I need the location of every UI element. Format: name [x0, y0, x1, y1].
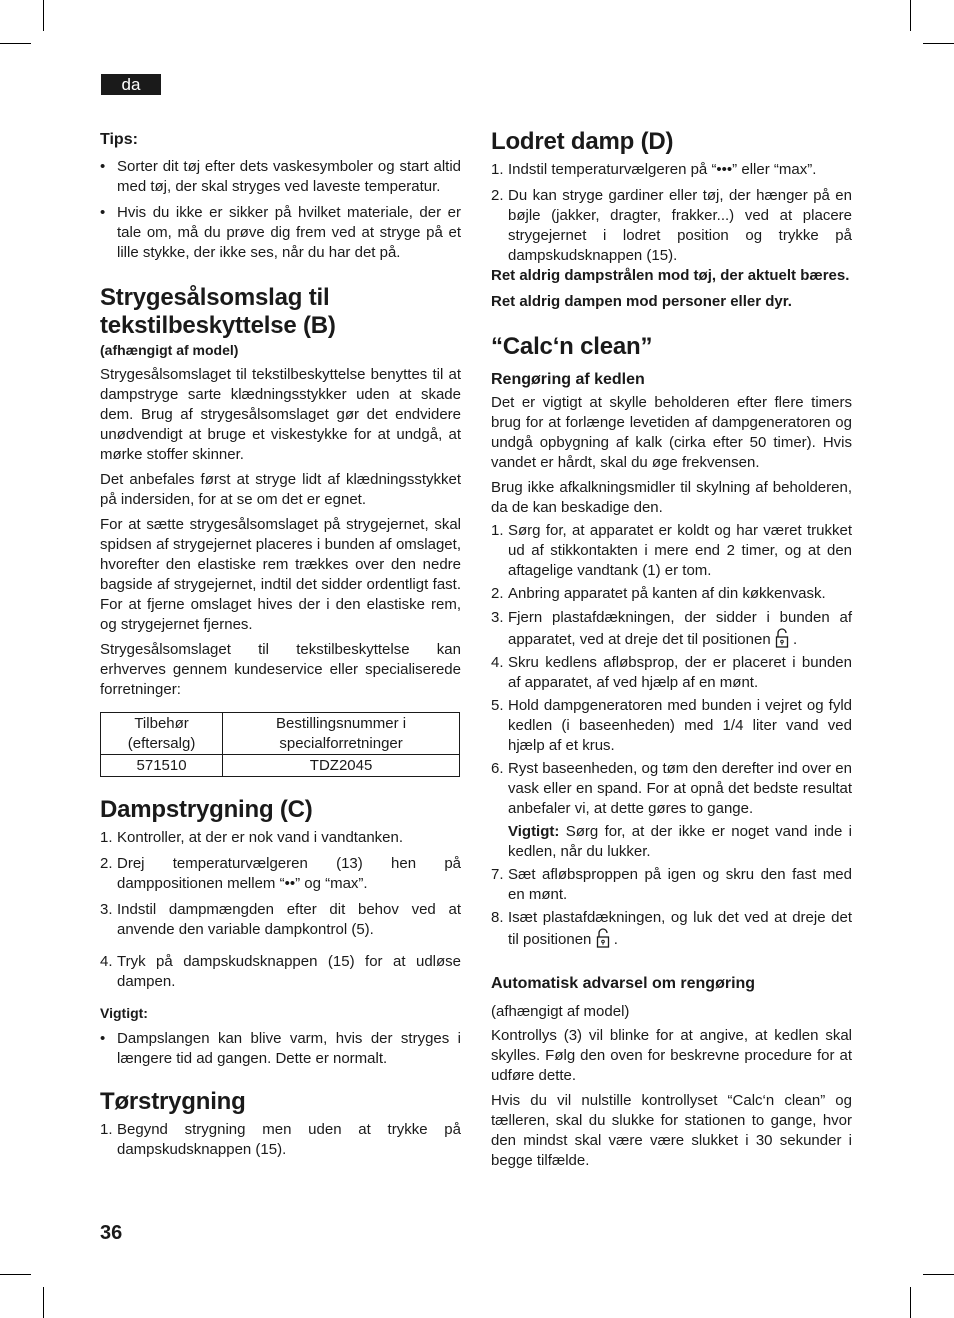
list-item	[491, 186, 852, 266]
step-text: Kontroller, at der er nok vand i vandtanken.	[117, 829, 404, 846]
step-number: 1.	[491, 161, 504, 178]
step-number: 7.	[491, 866, 504, 883]
bullet-icon: •	[100, 204, 106, 221]
step-number: 4.	[100, 953, 113, 970]
list-item	[100, 900, 461, 940]
step-number: 2.	[491, 187, 504, 204]
list-item	[491, 584, 852, 604]
left-column	[100, 128, 461, 1160]
step-number: 1.	[100, 829, 113, 846]
list-item	[100, 203, 461, 263]
list-item: 8. Isæt plastafdækningen, og luk det ved at dreje det til positionen .	[491, 909, 852, 948]
bullet-icon: •	[100, 158, 106, 175]
section-heading: Tørstrygning	[100, 1088, 246, 1115]
step-text: Tryk på dampskudsknappen (15) for at udløse dampen.	[117, 953, 461, 990]
step-text: Begynd strygning men uden at trykke på dampskudsknappen (15).	[117, 1121, 461, 1158]
step-text: Indstil temperaturvælgeren på “•••” eller “max”.	[508, 161, 817, 178]
step-text: Anbring apparatet på kanten af din køkkenvask.	[508, 585, 826, 602]
step-text: Drej temperaturvælgeren (13) hen på damppositionen mellem “••” og “max”.	[117, 855, 461, 892]
step-text: Fjern plastafdækningen, der sidder i bunden af apparatet, ved at dreje det til positionen	[508, 609, 852, 648]
step-note-text: Sørg for, at der ikke er noget vand inde i kedlen, når du lukker.	[508, 823, 852, 860]
section-heading: Dampstrygning (C)	[100, 796, 313, 823]
important-text: Dampslangen kan blive varm, hvis der stryges i længere tid ad gangen. Dette er normalt.	[117, 1030, 461, 1067]
crop-mark	[0, 1274, 31, 1275]
padlock-icon	[596, 928, 610, 948]
paragraph: Strygesålsomslaget til tekstilbeskyttelse benyttes til at dampstryge sarte klædningsstykker uden at skade dem. Brug af strygesålsomslaget gør det endvidere unødvendigt at bruge et viskestykke for at undgå, at mørke stoffer skinner.	[100, 366, 461, 463]
table-cell: TDZ2045	[223, 755, 460, 777]
step-number: 1.	[100, 1121, 113, 1138]
step-text: Indstil dampmængden efter dit behov ved at anvende den variable dampkontrol (5).	[117, 901, 461, 938]
list-item	[491, 759, 852, 862]
paragraph: Hvis du vil nulstille kontrollyset “Calc‘n clean” og tælleren, skal du slukke for stationen to gange, hvor den mindst skal være være slukket i 30 sekunder i begge tilfælde.	[491, 1092, 852, 1169]
subsection-heading: Rengøring af kedlen	[491, 371, 645, 388]
paragraph: Kontrollys (3) vil blinke for at angive, at kedlen skal skylles. Følg den oven for beskrevne procedure for at udføre dette.	[491, 1027, 852, 1084]
bullet-icon: •	[100, 1030, 106, 1047]
list-item	[100, 157, 461, 197]
list-item	[491, 160, 852, 180]
step-number: 2.	[491, 585, 504, 602]
tip-text: Sorter dit tøj efter dets vaskesymboler og start altid med tøj, der skal stryges ved laveste temperatur.	[117, 158, 461, 195]
table-cell: 571510	[101, 755, 223, 777]
step-text: Sørg for, at apparatet er koldt og har været trukket ud af stikkontakten i mere end 2 timer, og at den aftagelige vandtank (1) er tom.	[508, 522, 852, 579]
list-item	[100, 1029, 461, 1069]
crop-mark	[923, 43, 954, 44]
list-item	[100, 854, 461, 894]
crop-mark	[43, 1287, 44, 1318]
accessory-table	[100, 712, 460, 777]
list-item	[100, 1120, 461, 1160]
step-number: 1.	[491, 522, 504, 539]
step-note-label: Vigtigt:	[508, 823, 560, 840]
table-row	[101, 755, 460, 777]
table-header-cell: Bestillingsnummer i specialforretninger	[223, 713, 460, 755]
list-item	[100, 828, 461, 848]
right-column	[491, 128, 852, 1171]
tip-text: Hvis du ikke er sikker på hvilket materiale, der er tale om, må du prøve dig frem ved at stryge på et lille stykke, der ikke ses, når du har det på.	[117, 204, 461, 261]
subsection-note: (afhængigt af model)	[491, 1003, 630, 1020]
step-number: 4.	[491, 654, 504, 671]
paragraph: Det er vigtigt at skylle beholderen efter flere timers brug for at forlænge levetiden af dampgeneratoren og undgå opbygning af kalk (cirka efter 50 timer). Hvis vandet er hårdt, skal du øge frekvensen.	[491, 394, 852, 471]
step-number: 2.	[100, 855, 113, 872]
list-item	[491, 521, 852, 581]
step-text: Ryst baseenheden, og tøm den derefter ind over en vask eller en spand. For at opnå det bedste resultat anbefaler vi, at dette gøres to gange.	[508, 760, 852, 817]
list-item	[100, 952, 461, 992]
step-note	[508, 822, 852, 862]
step-text: Isæt plastafdækningen, og luk det ved at dreje det til positionen	[508, 909, 852, 948]
section-note: (afhængigt af model)	[100, 342, 239, 358]
step-number: 3.	[100, 901, 113, 918]
important-heading: Vigtigt:	[100, 1005, 148, 1021]
step-text: Du kan stryge gardiner eller tøj, der hænger på en bøjle (jakker, dragter, frakker...) ved at placere strygejernet i lodret position og trykke på dampskudsknappen (15).	[508, 187, 852, 264]
crop-mark	[0, 43, 31, 44]
crop-mark	[43, 0, 44, 31]
step-number: 8.	[491, 909, 504, 926]
paragraph: Brug ikke afkalkningsmidler til skylning af beholderen, da de kan beskadige den.	[491, 479, 852, 516]
table-header-cell: Tilbehør (eftersalg)	[101, 713, 223, 755]
list-item: 3. Fjern plastafdækningen, der sidder i bunden af apparatet, ved at dreje det til positionen .	[491, 609, 852, 648]
section-heading: Strygesålsomslag til tekstilbeskyttelse (B)	[100, 284, 336, 339]
language-tab: da	[101, 74, 161, 95]
step-text: Skru kedlens afløbsprop, der er placeret i bunden af apparatet, af ved hjælp af en mønt.	[508, 654, 852, 691]
crop-mark	[910, 0, 911, 31]
paragraph: For at sætte strygesålsomslaget på strygejernet, skal spidsen af strygejernet placeres i bunden af omslaget, hvorefter den elastiske rem trækkes over den nedre bagside af strygejernet, indtil det sidder ordentligt fast. For at fjerne omslaget hives der i den elastiske rem, og strygejernet fjernes.	[100, 516, 461, 633]
table-row	[101, 713, 460, 755]
list-item	[491, 696, 852, 756]
crop-mark	[910, 1287, 911, 1318]
section-heading: “Calc‘n clean”	[491, 333, 653, 360]
section-heading: Lodret damp (D)	[491, 128, 674, 155]
step-number: 6.	[491, 760, 504, 777]
padlock-icon	[775, 628, 789, 648]
warning-text: Ret aldrig dampstrålen mod tøj, der aktuelt bæres.	[491, 267, 850, 284]
step-number: 3.	[491, 609, 504, 626]
page-number: 36	[100, 1222, 123, 1244]
step-number: 5.	[491, 697, 504, 714]
step-text: Hold dampgeneratoren med bunden i vejret og fyld kedlen (i baseenheden) med 1/4 liter vand ved hjælp af et krus.	[508, 697, 852, 754]
paragraph: Det anbefales først at stryge lidt af klædningsstykket på indersiden, for at se om det er egnet.	[100, 471, 461, 508]
tips-heading: Tips:	[100, 131, 138, 148]
crop-mark	[923, 1274, 954, 1275]
list-item	[491, 653, 852, 693]
paragraph: Strygesålsomslaget til tekstilbeskyttelse kan erhverves gennem kundeservice eller specialiserede forretninger:	[100, 641, 461, 698]
list-item	[491, 865, 852, 905]
warning-text: Ret aldrig dampen mod personer eller dyr.	[491, 293, 792, 310]
step-text: Sæt afløbsproppen på igen og skru den fast med en mønt.	[508, 866, 852, 903]
subsection-heading: Automatisk advarsel om rengøring	[491, 975, 756, 992]
